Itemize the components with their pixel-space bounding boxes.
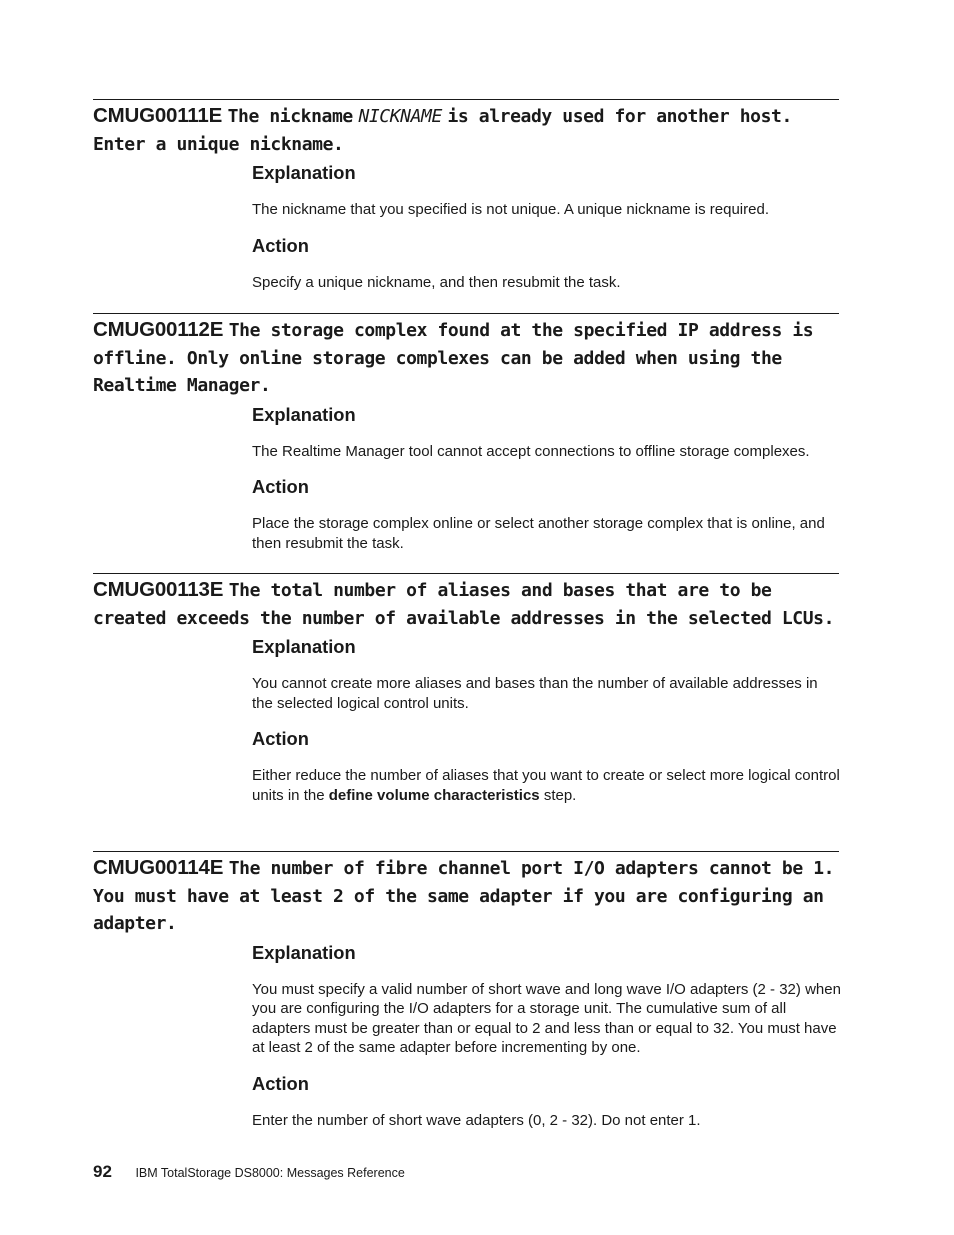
explanation-text: You must specify a valid number of short wave and long wave I/O adapters (2 - 32) when you are configuring the I/O adapters for a storage unit. The cumulative sum of all adapters must be greater than or equal to 2 and less than or equal to 32. You must have at least 2 of the same adapter before incrementing by one. xyxy=(252,980,841,1057)
explanation-heading: Explanation xyxy=(252,403,356,425)
message-text: The storage complex found at the specified IP address is offline. Only online storage complexes can be added when using the Realtime Manager. xyxy=(93,320,814,397)
explanation-heading: Explanation xyxy=(252,162,356,184)
action-section xyxy=(252,476,842,553)
explanation-heading: Explanation xyxy=(252,941,356,963)
message-title xyxy=(93,574,839,632)
action-text-emphasis: define volume characteristics xyxy=(328,786,540,804)
action-text: Enter the number of short wave adapters (0, 2 - 32). Do not enter 1. xyxy=(252,1111,701,1129)
action-heading: Action xyxy=(252,234,309,256)
message-id: CMUG00111E xyxy=(93,104,223,127)
action-heading: Action xyxy=(252,476,309,498)
message-title xyxy=(93,100,839,158)
action-text-part: step. xyxy=(543,786,577,804)
message-title xyxy=(93,852,839,938)
action-text xyxy=(252,766,842,805)
explanation-section xyxy=(252,942,842,1058)
action-section xyxy=(252,1073,842,1131)
message-cmug00113e xyxy=(93,573,839,805)
message-text: The number of fibre channel port I/O adapters cannot be 1. You must have at least 2 of the same adapter if you are configuring an adapter. xyxy=(93,858,835,935)
action-heading: Action xyxy=(252,1072,309,1094)
action-text: Place the storage complex online or select another storage complex that is online, and then resubmit the task. xyxy=(252,515,825,552)
message-text: The total number of aliases and bases that are to be created exceeds the number of available addresses in the selected LCUs. xyxy=(93,580,835,629)
message-id: CMUG00114E xyxy=(93,856,224,879)
explanation-section xyxy=(252,404,842,462)
message-title xyxy=(93,314,839,400)
page-number: 92 xyxy=(93,1162,112,1181)
action-text-part: Either reduce the number of aliases that you want to create or select more logical control units in the xyxy=(252,767,840,804)
message-cmug00111e xyxy=(93,99,839,292)
action-section xyxy=(252,235,842,293)
message-id: CMUG00112E xyxy=(93,318,224,341)
message-text: The nickname xyxy=(227,106,353,127)
explanation-section xyxy=(252,162,842,220)
action-section xyxy=(252,728,842,805)
book-title: IBM TotalStorage DS8000: Messages Reference xyxy=(135,1166,405,1180)
action-heading: Action xyxy=(252,728,309,750)
explanation-text: The nickname that you specified is not unique. A unique nickname is required. xyxy=(252,201,769,219)
message-variable: NICKNAME xyxy=(358,106,442,127)
page-footer xyxy=(93,1162,405,1182)
action-text: Specify a unique nickname, and then resubmit the task. xyxy=(252,273,621,291)
explanation-text: You cannot create more aliases and bases than the number of available addresses in the selected logical control units. xyxy=(252,675,818,712)
message-cmug00114e xyxy=(93,851,839,1130)
explanation-text: The Realtime Manager tool cannot accept connections to offline storage complexes. xyxy=(252,442,810,460)
explanation-section xyxy=(252,636,842,713)
message-text-continued: is already used for another host. Enter a unique nickname. xyxy=(93,106,792,155)
message-id: CMUG00113E xyxy=(93,578,224,601)
explanation-heading: Explanation xyxy=(252,636,356,658)
message-cmug00112e xyxy=(93,313,839,553)
